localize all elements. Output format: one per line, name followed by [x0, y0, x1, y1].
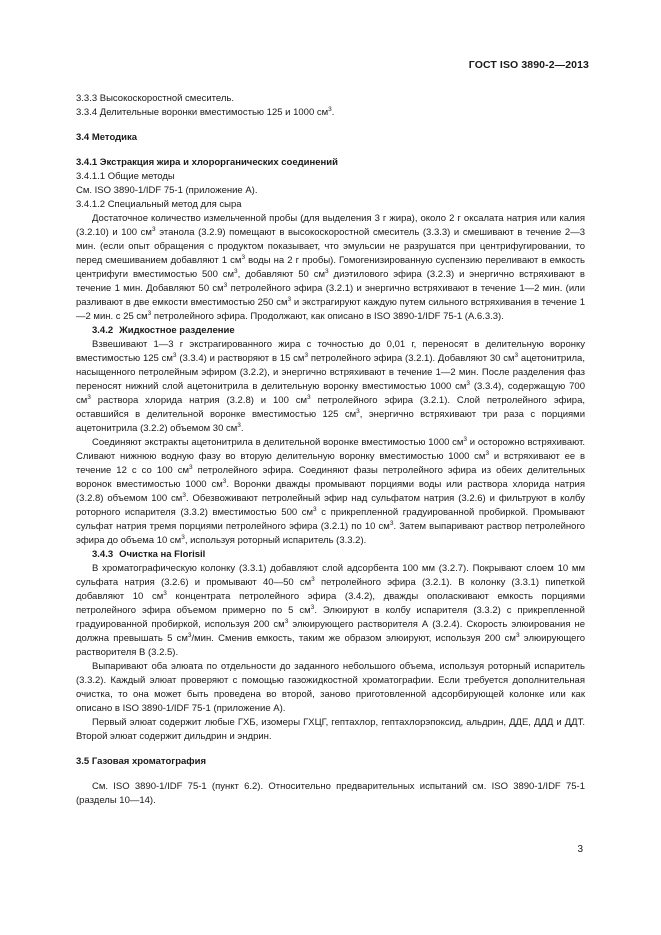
superscript: 3: [328, 106, 332, 113]
separation-paragraph-1: Взвешивают 1—3 г экстрагированного жира с точностью до 0,01 г, переносят в делительную воронку вместимостью 125 $см^3$ (3.3.4) и растворяют в 15 $см^3$ петролейного эфира (3.2.1). Добавляют 30 $см^3$ ацетонитрила, насыщенного петролейным эфиром (3.2.2), и энергично встряхивают в течение 1—2 мин. После разделения фаз переносят нижний слой ацетонитрила в делительную воронку вместимостью 1000 $см^3$ (3.3.4), содержащую 700 $см^3$ раствора хлорида натрия (3.2.8) и 100 $см^3$ петролейного эфира (3.2.1). Слой петролейного эфира, оставшийся в делительной воронке вместимостью 125 $см^3$, энергично встряхивают три раза с порциями ацетонитрила (3.2.2) объемом 30 $см^3$.: [76, 339, 586, 434]
florisil-paragraph-1: В хроматографическую колонку (3.3.1) добавляют слой адсорбента 100 мм (3.2.7). Покрывают слоем 10 мм сульфата натрия (3.2.6) и промывают 40—50 $см^3$ петролейного эфира (3.2.1). В колонку (3.3.1) пипеткой добавляют 10 $см^3$ концентрата петролейного эфира (3.4.2), дважды ополаскивают емкость порциями петролейного эфира объемом примерно по 5 $см^3$. Элюируют в колбу испарителя (3.3.2) с прикрепленной градуированной пробиркой, используя 200 $см^3$ элюирующего растворителя А (3.2.4). Скорость элюирования не должна превышать 5 $см^3$/мин. Сменив емкость, таким же образом элюируют, используя 200 $см^3$ элюирующего растворителя В (3.2.5).: [76, 563, 585, 658]
superscript: 3: [284, 618, 289, 625]
page-number: 3: [577, 844, 583, 855]
superscript: 3: [222, 478, 227, 485]
superscript: 3: [311, 576, 315, 583]
section-3-4-1-heading: 3.4.1 Экстракция жира и хлорорганических соединений: [76, 157, 338, 168]
superscript: 3: [241, 254, 246, 261]
superscript: 3: [466, 380, 471, 387]
section-3-4-1-2-heading: 3.4.1.2 Специальный метод для сыра: [76, 199, 242, 210]
superscript: 3: [389, 520, 394, 527]
superscript: 3: [151, 226, 156, 233]
superscript: 3: [287, 296, 292, 303]
superscript: 3: [307, 394, 311, 401]
section-3-4-1-1-heading: 3.4.1.1 Общие методы: [76, 171, 175, 182]
reference-text: См. ISO 3890-1/IDF 75-1 (приложение А).: [76, 185, 258, 196]
superscript: 3: [515, 632, 520, 639]
section-3-5-heading: 3.5 Газовая хроматография: [76, 756, 206, 767]
superscript: 3: [223, 282, 228, 289]
superscript: 3: [187, 632, 192, 639]
superscript: 3: [356, 408, 360, 415]
superscript: 3: [163, 590, 167, 597]
superscript: 3: [304, 352, 309, 359]
section-number: 3.4.2: [92, 325, 114, 336]
standard-header: ГОСТ ISO 3890-2—2013: [468, 59, 589, 71]
superscript: 3: [147, 310, 152, 317]
chromatography-paragraph: См. ISO 3890-1/IDF 75-1 (пункт 6.2). Относительно предварительных испытаний см. ISO 3890-1/IDF 75-1 (разделы 10—14).: [76, 781, 585, 806]
superscript: 3: [325, 268, 329, 275]
equipment-item: 3.3.4 Делительные воронки вместимостью 125 и 1000 $см^3$.: [76, 106, 335, 118]
section-title: Жидкостное разделение: [119, 325, 235, 336]
superscript: 3: [181, 534, 185, 541]
superscript: 3: [485, 450, 490, 457]
equipment-item: 3.3.3 Высокоскоростной смеситель.: [76, 93, 235, 104]
superscript: 3: [237, 422, 241, 429]
superscript: 3: [182, 492, 186, 499]
page-content: [76, 92, 585, 808]
superscript: 3: [188, 464, 193, 471]
superscript: 3: [514, 352, 519, 359]
section-title: Очистка на Florisil: [119, 549, 206, 560]
section-3-4-2-heading: [76, 324, 585, 338]
florisil-paragraph-2: Выпаривают оба элюата по отдельности до заданного небольшого объема, используя роторный испаритель (3.3.2). Каждый элюат проверяют с помощью газожидкостной хроматографии. Если требуется дополнительная очистка, то она может быть проведена во второй, заново приготовленной адсорбирующей колонке или как описано в ISO 3890-1/IDF 75-1 (приложение А).: [76, 661, 585, 714]
section-3-4-heading: 3.4 Методика: [76, 132, 138, 143]
section-3-4-3-heading: [76, 548, 585, 562]
superscript: 3: [87, 394, 91, 401]
superscript: 3: [234, 268, 238, 275]
superscript: 3: [172, 352, 177, 359]
cheese-method-paragraph: Достаточное количество измельченной пробы (для выделения 3 г жира), около 2 г оксалата натрия или калия (3.2.10) и 100 $см^3$ этанола (3.2.9) помещают в высокоскоростной смеситель (3.3.3) и смешивают в течение 2—3 мин. (если опыт обращения с продуктом показывает, что эмульсии не разрушатся при центрифугировании, то перед смешиванием добавляют 1 $см^3$ воды на 2 г пробы). Гомогенизированную суспензию переливают в емкость центрифуги вместимостью 500 $см^3$, добавляют 50 $см^3$ диэтилового эфира (3.2.3) и энергично встряхивают в течение 1 мин. Добавляют 50 $см^3$ петролейного эфира (3.2.1) и энергично встряхивают в течение 1—2 мин. (или разливают в две емкости вместимостью 250 $см^3$ и экстрагируют каждую путем сильного встряхивания в течение 1—2 мин. с 25 $см^3$ петролейного эфира. Продолжают, как описано в ISO 3890-1/IDF 75-1 (А.6.3.3).: [76, 213, 585, 322]
section-number: 3.4.3: [92, 549, 114, 560]
superscript: 3: [310, 604, 315, 611]
separation-paragraph-2: Соединяют экстракты ацетонитрила в делительной воронке вместимостью 1000 $см^3$ и осторожно встряхивают. Сливают нижнюю водную фазу во вторую делительную воронку вместимостью 1000 $см^3$ и встряхивают ее в течение 12 с со 100 $см^3$ петролейного эфира. Соединяют фазы петролейного эфира из обеих делительных воронок вместимостью 1000 $см^3$. Воронки дважды промывают порциями воды или раствора хлорида натрия (3.2.8) объемом 100 $см^3$. Обезвоживают петролейный эфир над сульфатом натрия (3.2.6) и фильтруют в колбу роторного испарителя (3.3.2) вместимостью 500 $см^3$ с прикрепленной градуированной пробиркой. Промывают сульфат натрия тремя порциями петролейного эфира (3.2.1) по 10 $см^3$. Затем выпаривают раствор петролейного эфира до объема 10 $см^3$, используя роторный испаритель (3.3.2).: [76, 436, 586, 546]
florisil-paragraph-3: Первый элюат содержит любые ГХБ, изомеры ГХЦГ, гептахлор, гептахлорэпоксид, альдрин, ДДЕ, ДДД и ДДТ. Второй элюат содержит дильдрин и эндрин.: [76, 717, 585, 742]
superscript: 3: [313, 506, 317, 513]
superscript: 3: [463, 436, 468, 443]
